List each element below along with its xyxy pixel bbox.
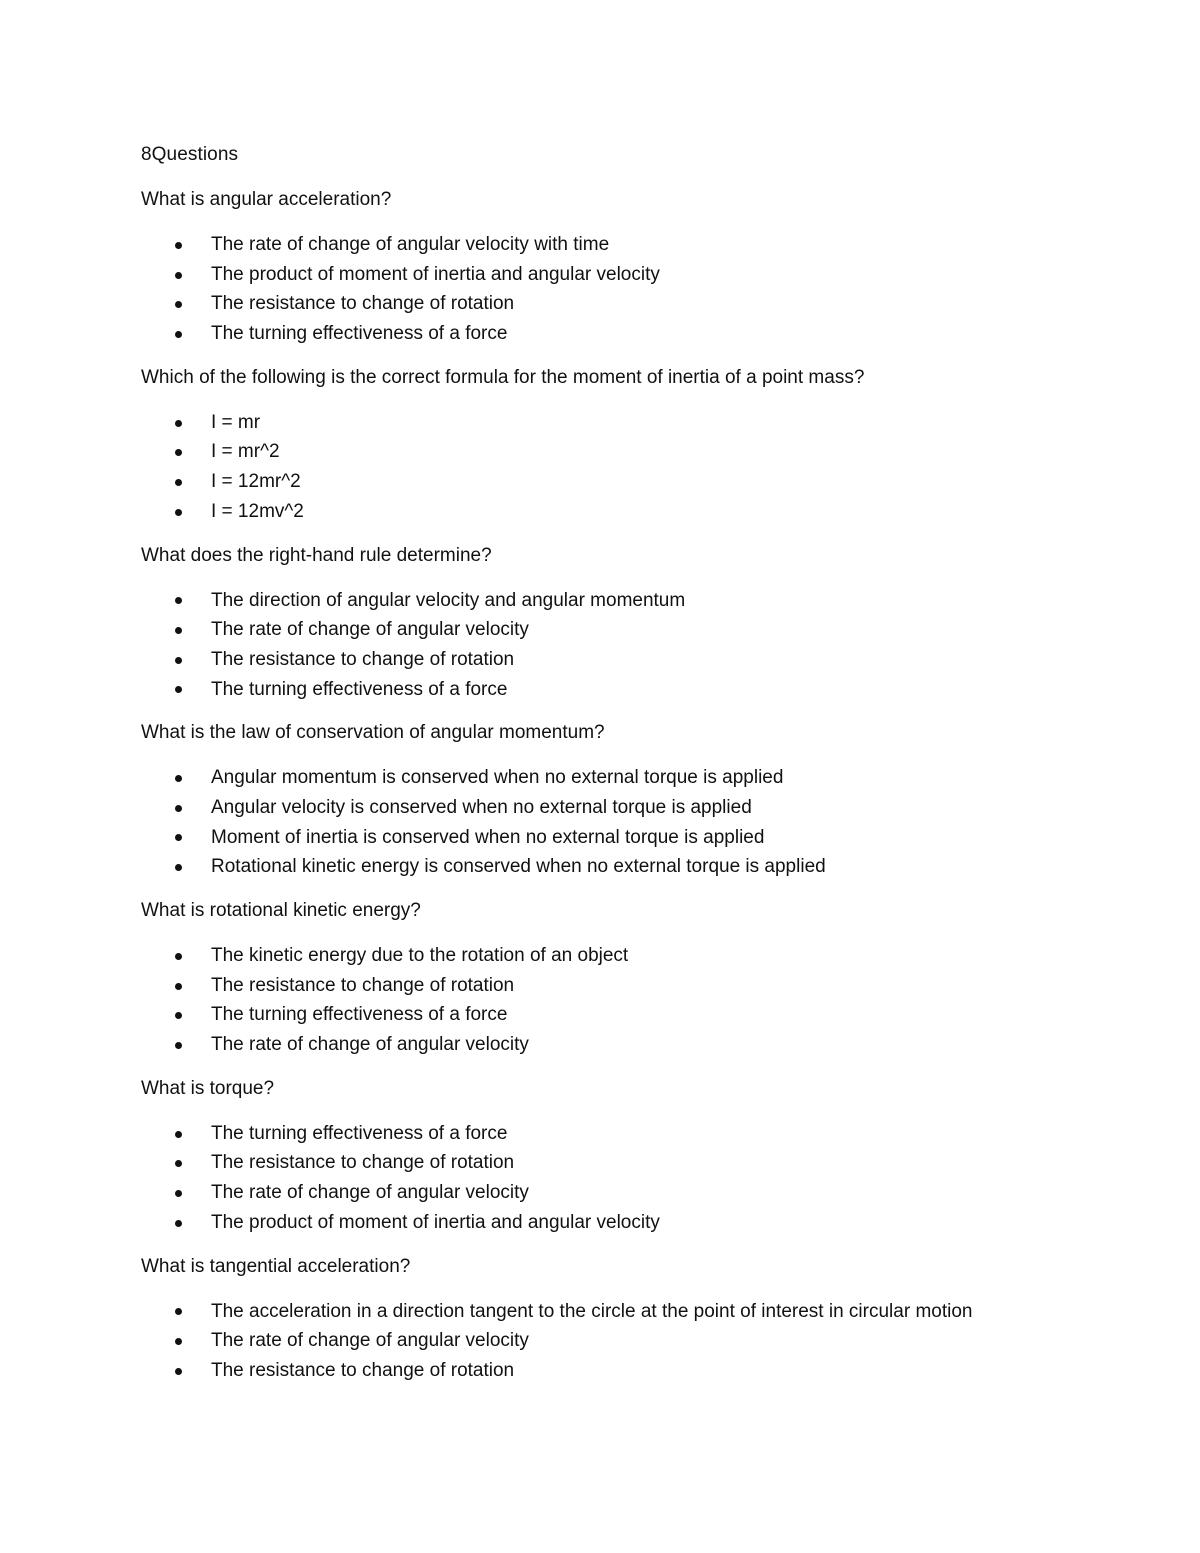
bullet-icon [175,242,182,249]
question-block [141,718,1101,882]
option-text: The resistance to change of rotation [211,1152,515,1174]
option-item [141,289,1101,319]
bullet-icon [175,983,182,990]
bullet-icon [175,420,182,427]
option-item [141,1119,1101,1149]
bullet-icon [175,1012,182,1019]
document-page [141,140,1101,1400]
question-text: Which of the following is the correct formula for the moment of inertia of a point mass? [141,366,865,388]
option-text: The rate of change of angular velocity [211,1034,529,1056]
question-text: What is tangential acceleration? [141,1255,411,1277]
option-text: The resistance to change of rotation [211,1359,515,1381]
bullet-icon [175,509,182,516]
bullet-icon [175,479,182,486]
option-item [141,615,1101,645]
question-list [141,185,1101,1386]
option-item [141,1178,1101,1208]
option-item [141,437,1101,467]
option-item [141,586,1101,616]
option-item [141,467,1101,497]
option-text: The rate of change of angular velocity [211,1330,529,1352]
option-item [141,763,1101,793]
option-text: The acceleration in a direction tangent to the circle at the point of interest in circular motion [211,1300,973,1322]
bullet-icon [175,1220,182,1227]
option-text: The turning effectiveness of a force [211,678,508,700]
document-title: 8Questions [141,144,239,165]
option-text: Angular velocity is conserved when no external torque is applied [211,796,752,818]
option-item [141,941,1101,971]
bullet-icon [175,597,182,604]
bullet-icon [175,1042,182,1049]
question-block [141,1074,1101,1238]
question-block [141,185,1101,349]
bullet-icon [175,1308,182,1315]
option-item [141,1326,1101,1356]
bullet-icon [175,805,182,812]
question-block [141,896,1101,1060]
option-text: The resistance to change of rotation [211,648,515,670]
bullet-icon [175,1190,182,1197]
option-item [141,497,1101,527]
option-item [141,793,1101,823]
option-text: The direction of angular velocity and angular momentum [211,589,686,611]
option-text: The resistance to change of rotation [211,974,515,996]
option-text: The turning effectiveness of a force [211,1122,508,1144]
bullet-icon [175,627,182,634]
option-text: The resistance to change of rotation [211,293,515,315]
option-text: The rate of change of angular velocity with time [211,234,610,255]
option-item [141,823,1101,853]
option-list [141,230,1101,349]
option-text: The turning effectiveness of a force [211,323,508,345]
bullet-icon [175,953,182,960]
option-text: Rotational kinetic energy is conserved when no external torque is applied [211,856,826,878]
option-text: I = mr^2 [211,441,280,463]
option-text: The kinetic energy due to the rotation of an object [211,945,629,966]
option-list [141,408,1101,527]
option-item [141,1030,1101,1060]
bullet-icon [175,1368,182,1375]
option-item [141,1148,1101,1178]
option-item [141,852,1101,882]
bullet-icon [175,331,182,338]
option-text: I = mr [211,411,261,433]
option-text: I = 12mr^2 [211,471,301,493]
bullet-icon [175,834,182,841]
option-item [141,971,1101,1001]
question-text: What is the law of conservation of angular momentum? [141,722,605,744]
option-text: The rate of change of angular velocity [211,619,529,641]
option-text: Angular momentum is conserved when no external torque is applied [211,767,784,789]
option-item [141,1297,1101,1327]
option-text: The product of moment of inertia and angular velocity [211,263,660,285]
option-item [141,230,1101,260]
question-block [141,541,1101,705]
option-item [141,645,1101,675]
bullet-icon [175,657,182,664]
option-text: Moment of inertia is conserved when no external torque is applied [211,826,765,848]
bullet-icon [175,449,182,456]
option-item [141,408,1101,438]
option-item [141,1208,1101,1238]
bullet-icon [175,1338,182,1345]
option-list [141,941,1101,1060]
bullet-icon [175,1160,182,1167]
question-text: What is angular acceleration? [141,189,392,210]
bullet-icon [175,272,182,279]
bullet-icon [175,686,182,693]
option-item [141,1356,1101,1386]
question-text: What is rotational kinetic energy? [141,900,421,921]
option-item [141,675,1101,705]
option-list [141,763,1101,882]
bullet-icon [175,1131,182,1138]
bullet-icon [175,864,182,871]
option-list [141,1119,1101,1238]
option-item [141,1000,1101,1030]
option-list [141,1297,1101,1386]
option-text: The turning effectiveness of a force [211,1004,508,1026]
option-text: The product of moment of inertia and angular velocity [211,1211,660,1233]
bullet-icon [175,775,182,782]
bullet-icon [175,301,182,308]
option-list [141,586,1101,705]
question-block [141,363,1101,527]
question-block [141,1252,1101,1386]
question-text: What is torque? [141,1077,275,1099]
option-text: I = 12mv^2 [211,500,304,522]
option-item [141,260,1101,290]
option-item [141,319,1101,349]
question-text: What does the right-hand rule determine? [141,544,492,566]
option-text: The rate of change of angular velocity [211,1182,529,1204]
